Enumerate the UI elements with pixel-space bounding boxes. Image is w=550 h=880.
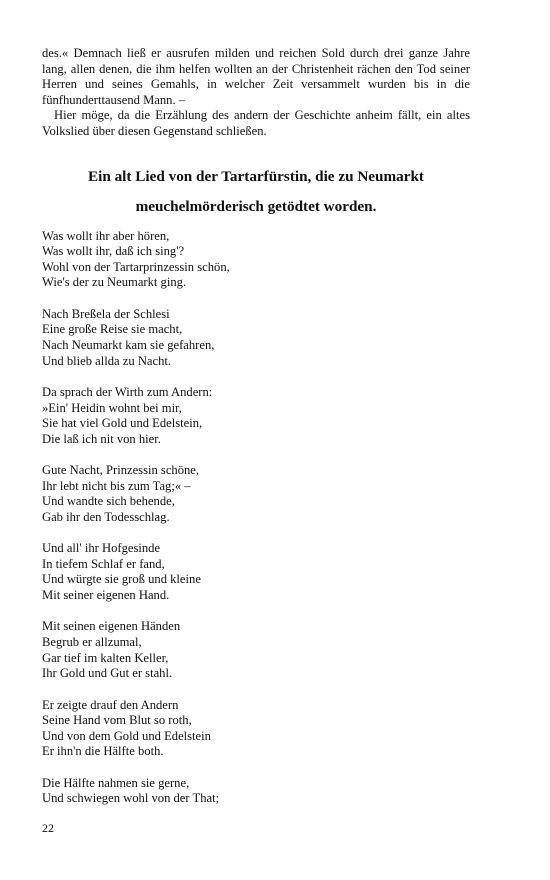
page-body	[42, 46, 470, 823]
verse-line: »Ein' Heidin wohnt bei mir,	[42, 400, 182, 415]
stanza-2	[42, 307, 470, 369]
song-title-line-2: meuchelmörderisch getödtet worden.	[135, 197, 377, 215]
prose-paragraph-2: Hier möge, da die Erzählung des andern der Geschichte anheim fällt, ein altes Volkslied über diesen Gegenstand schließen.	[42, 108, 470, 138]
verse-line: Und von dem Gold und Edelstein	[42, 728, 211, 743]
verse-line: Er zeigte drauf den Andern	[42, 697, 179, 712]
song-title-line-1: Ein alt Lied von der Tartarfürstin, die zu Neumarkt	[88, 167, 424, 185]
verse-line: Und schwiegen wohl von der That;	[42, 791, 220, 806]
verse-line: Nach Breßela der Schlesi	[42, 306, 170, 321]
stanza-8	[42, 776, 470, 807]
stanza-3	[42, 385, 470, 447]
poem	[42, 229, 470, 807]
verse-line: Wie's der zu Neumarkt ging.	[42, 275, 187, 290]
verse-line: Ihr lebt nicht bis zum Tag;« –	[42, 478, 191, 493]
verse-line: Die Hälfte nahmen sie gerne,	[42, 775, 190, 790]
verse-line: Die laß ich nit von hier.	[42, 431, 161, 446]
verse-line: Und würgte sie groß und kleine	[42, 572, 201, 587]
verse-line: Mit seinen eigenen Händen	[42, 619, 181, 634]
verse-line: Wohl von der Tartarprinzessin schön,	[42, 259, 230, 274]
verse-line: Begrub er allzumal,	[42, 635, 142, 650]
verse-line: Mit seiner eigenen Hand.	[42, 588, 170, 603]
verse-line: Gute Nacht, Prinzessin schöne,	[42, 463, 200, 478]
verse-line: Was wollt ihr aber hören,	[42, 228, 170, 243]
stanza-4	[42, 463, 470, 525]
verse-line: In tiefem Schlaf er fand,	[42, 556, 165, 571]
verse-line: Und all' ihr Hofgesinde	[42, 541, 161, 556]
verse-line: Da sprach der Wirth zum Andern:	[42, 384, 213, 399]
page-number: 22	[42, 821, 54, 835]
verse-line: Seine Hand vom Blut so roth,	[42, 713, 192, 728]
prose-section	[42, 46, 470, 140]
stanza-6	[42, 619, 470, 681]
stanza-7	[42, 698, 470, 760]
verse-line: Nach Neumarkt kam sie gefahren,	[42, 337, 215, 352]
stanza-1	[42, 229, 470, 291]
verse-line: Und wandte sich behende,	[42, 494, 175, 509]
verse-line: Was wollt ihr, daß ich sing'?	[42, 244, 185, 259]
verse-line: Und blieb allda zu Nacht.	[42, 353, 172, 368]
verse-line: Gab ihr den Todesschlag.	[42, 509, 170, 524]
stanza-5	[42, 541, 470, 603]
verse-line: Sie hat viel Gold und Edelstein,	[42, 416, 203, 431]
song-title	[42, 162, 470, 222]
verse-line: Eine große Reise sie macht,	[42, 322, 183, 337]
prose-paragraph-1: des.« Demnach ließ er ausrufen milden und reichen Sold durch drei ganze Jahre lang, allen denen, die ihm helfen wollten an der Christenheit rächen den Tod seiner Herren und seines Gemahls, in welcher Zeit versammelt wurden bis in die fünfhunderttausend Mann. –	[42, 46, 470, 107]
verse-line: Gar tief im kalten Keller,	[42, 650, 169, 665]
verse-line: Er ihn'n die Hälfte both.	[42, 744, 164, 759]
verse-line: Ihr Gold und Gut er stahl.	[42, 666, 173, 681]
